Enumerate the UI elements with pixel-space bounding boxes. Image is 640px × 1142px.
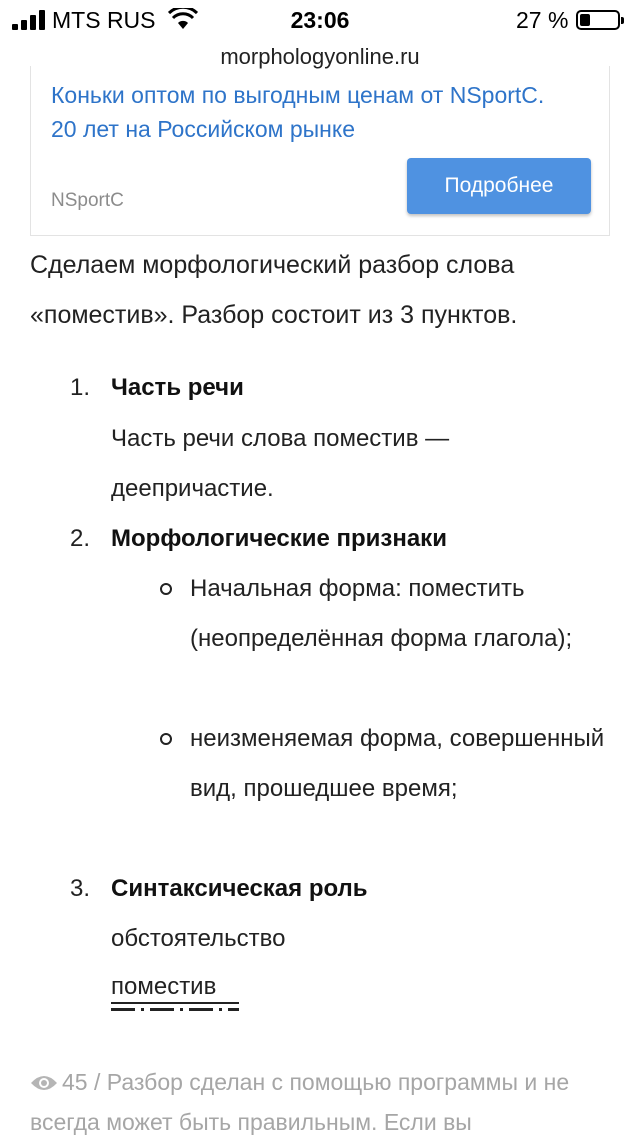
list-item: Начальная форма: поместить (неопределённая форма глагола); [190, 575, 573, 652]
clock: 23:06 [290, 7, 350, 33]
section-heading-part-of-speech: Часть речи [111, 374, 244, 401]
list-number: 2. [70, 525, 91, 552]
article-intro: Сделаем морфологический разбор слова «поместив». Разбор состоит из 3 пунктов. [30, 251, 518, 329]
article-footer-note [30, 1062, 620, 1142]
section-heading-syntactic-role: Синтаксическая роль [111, 875, 368, 902]
eye-icon [30, 1074, 58, 1092]
section-heading-morphological-features: Морфологические признаки [111, 525, 447, 552]
list-number: 3. [70, 875, 91, 902]
parsed-word-text: поместив [111, 973, 217, 1000]
battery-level-fill [580, 14, 590, 26]
address-bar-url[interactable]: morphologyonline.ru [220, 44, 420, 69]
list-item: неизменяемая форма, совершенный вид, прошедшее время; [190, 725, 605, 802]
word-underline [111, 1002, 239, 1004]
bullet-icon [160, 733, 172, 745]
ad-banner[interactable] [30, 66, 610, 236]
part-of-speech-text: Часть речи слова поместив — деепричастие. [111, 425, 450, 502]
bullet-icon [160, 583, 172, 595]
adverbial-underline-mark [111, 1008, 239, 1011]
list-number: 1. [70, 374, 91, 401]
ad-title-link[interactable]: Коньки оптом по выгодным ценам от NSportC. 20 лет на Российском рынке [51, 82, 545, 142]
ad-details-button[interactable]: Подробнее [407, 158, 591, 214]
ad-source: NSportC [51, 190, 124, 211]
syntactic-role-text: обстоятельство [111, 925, 286, 952]
carrier-name: MTS RUS [52, 7, 156, 33]
parsed-word [111, 970, 216, 1004]
footer-text: / Разбор сделан с помощью программы и не всегда может быть правильным. Если вы [30, 1069, 570, 1135]
status-bar [0, 0, 640, 40]
battery-icon [576, 10, 620, 30]
views-count: 45 [62, 1069, 88, 1095]
battery-percentage: 27 % [516, 7, 569, 33]
